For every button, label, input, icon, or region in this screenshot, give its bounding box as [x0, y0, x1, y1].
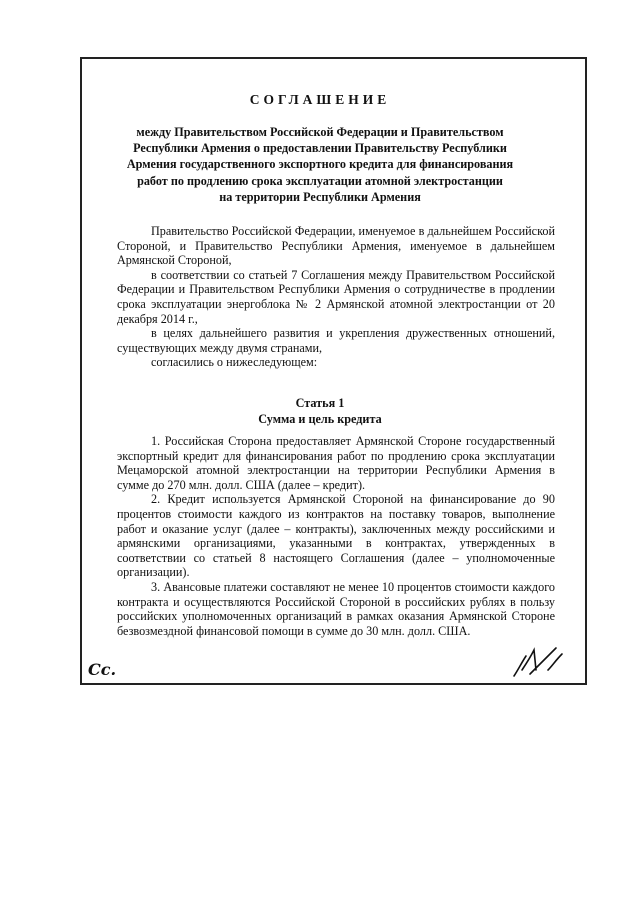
subtitle-line: на территории Республики Армения — [219, 189, 421, 204]
signature-icon — [508, 640, 568, 685]
article-heading — [100, 395, 540, 427]
preamble — [117, 224, 555, 370]
preamble-paragraph: согласились о нижеследующем: — [151, 355, 318, 370]
article-clauses — [117, 434, 555, 638]
clause-paragraph: 3. Авансовые платежи составляют не менее 10 процентов стоимости каждого контракта и осуществляются Российской Стороной в российских рублях в пользу российских уполномоченных организаций в рамках оказания Армянской Стороне безвозмездной финансовой помощи в сумме до 30 млн. долл. США. — [117, 579, 555, 638]
article-title: Сумма и цель кредита — [258, 412, 382, 426]
preamble-paragraph: Правительство Российской Федерации, именуемое в дальнейшем Российской Стороной, и Правительство Республики Армения, именуемое в дальнейшем Армянской Стороной, — [117, 224, 555, 268]
document-subtitle — [100, 124, 540, 205]
subtitle-line: работ по продлению срока эксплуатации атомной электростанции — [137, 173, 503, 188]
clause-paragraph: 2. Кредит используется Армянской Стороной на финансирование до 90 процентов стоимости каждого из контрактов на поставку товаров, выполнение работ и оказание услуг (далее – контракты), заключенных между российскими и армянскими организациями, указанными в контрактах, утвержденных в соответствии со статьей 8 настоящего Соглашения (далее – уполномоченные организации). — [117, 492, 555, 580]
subtitle-line: Республики Армения о предоставлении Правительству Республики — [133, 141, 507, 156]
clause-paragraph: 1. Российская Сторона предоставляет Армянской Стороне государственный экспортный кредит для финансирования работ по продлению срока эксплуатации Мецаморской атомной электростанции на территории Республики Армения в сумме до 270 млн. долл. США (далее – кредит). — [117, 434, 555, 492]
article-number: Статья 1 — [295, 396, 345, 410]
subtitle-line: между Правительством Российской Федерации и Правительством — [136, 125, 504, 139]
preamble-paragraph: в соответствии со статьей 7 Соглашения между Правительством Российской Федерации и Правительством Республики Армения о сотрудничестве в продлении срока эксплуатации энергоблока № 2 Армянской атомной электростанции от 20 декабря 2014 г., — [117, 267, 555, 326]
document-title: СОГЛАШЕНИЕ — [249, 92, 391, 107]
preamble-paragraph: в целях дальнейшего развития и укрепления дружественных отношений, существующих между двумя странами, — [117, 326, 555, 355]
initials-mark: Cc. — [88, 660, 117, 679]
subtitle-line: Армения государственного экспортного кредита для финансирования — [126, 157, 514, 172]
